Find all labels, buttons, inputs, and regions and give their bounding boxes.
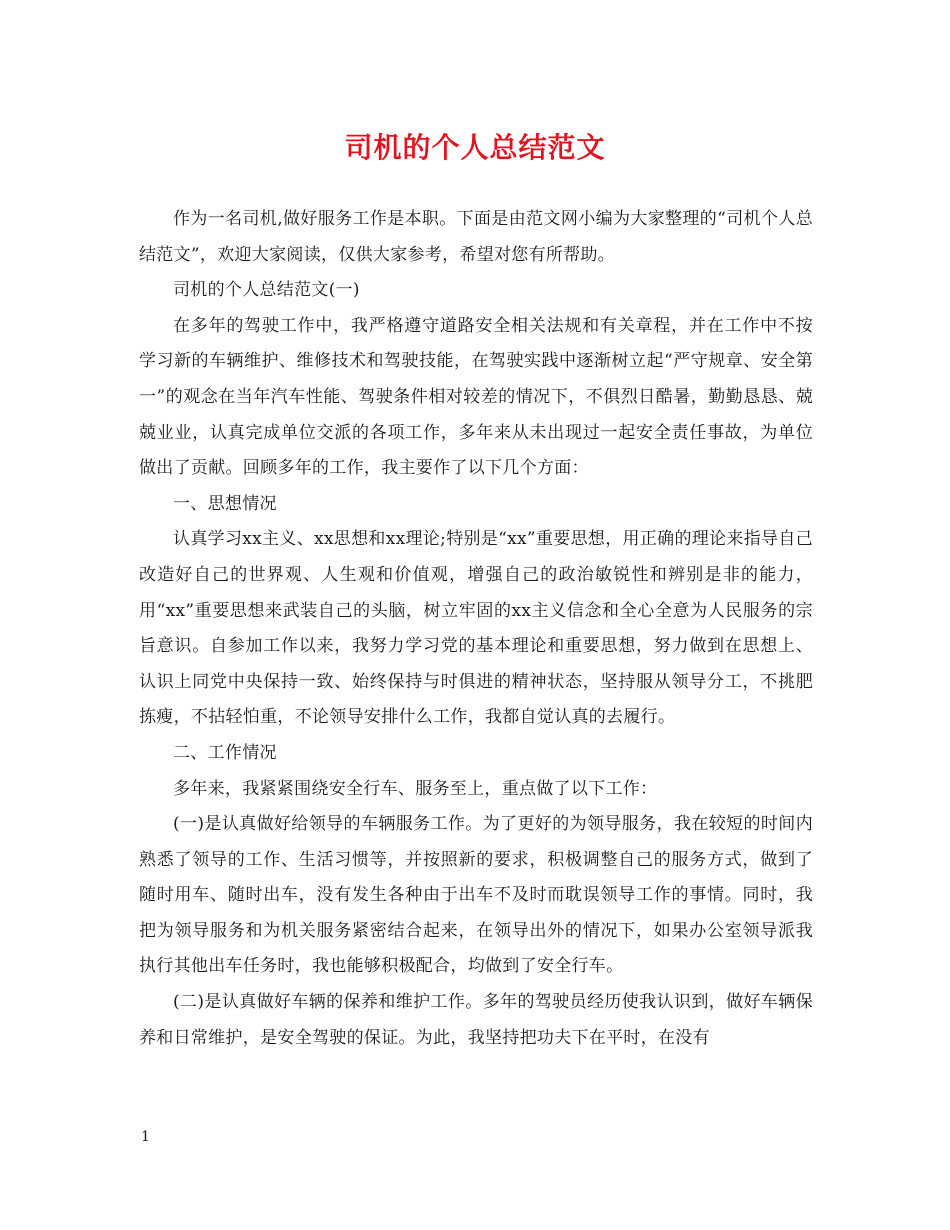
paragraph-work-item-1: (一)是认真做好给领导的车辆服务工作。为了更好的为领导服务，我在较短的时间内熟悉了领导的工作、生活习惯等，并按照新的要求，积极调整自己的服务方式，做到了随时用车、随时出车，没有发生各种由于出车不及时而耽误领导工作的事情。同时，我把为领导服务和为机关服务紧密结合起来，在领导出外的情况下，如果办公室领导派我执行其他出车任务时，我也能够积极配合，均做到了安全行车。 [139,814,813,977]
paragraph-driving-work: 在多年的驾驶工作中，我严格遵守道路安全相关法规和有关章程，并在工作中不按学习新的车辆维护、维修技术和驾驶技能，在驾驶实践中逐渐树立起“严守规章、安全第一”的观念在当年汽车性能、驾驶条件相对较差的情况下，不俱烈日酷暑，勤勤恳恳、兢兢业业，认真完成单位交派的各项工作，多年来从未出现过一起安全责任事故，为单位做出了贡献。回顾多年的工作，我主要作了以下几个方面： [139,315,813,479]
paragraph-intro: 作为一名司机,做好服务工作是本职。下面是由范文网小编为大家整理的“司机个人总结范文”，欢迎大家阅读，仅供大家参考，希望对您有所帮助。 [139,209,813,265]
paragraph-heading-thought: 一、思想情况 [173,493,277,514]
page-number: 1 [141,1129,150,1145]
paragraph-section-heading-1: 司机的个人总结范文(一) [173,280,360,301]
paragraph-heading-work: 二、工作情况 [173,742,277,763]
document-body [139,202,813,1056]
document-title: 司机的个人总结范文 [344,131,606,164]
paragraph-work-summary: 多年来，我紧紧围绕安全行车、服务至上，重点做了以下工作： [173,778,658,799]
paragraph-work-item-2: (二)是认真做好车辆的保养和维护工作。多年的驾驶员经历使我认识到，做好车辆保养和日常维护，是安全驾驶的保证。为此，我坚持把功夫下在平时，在没有 [139,992,813,1048]
paragraph-thought: 认真学习xx主义、xx思想和xx理论;特别是“xx”重要思想，用正确的理论来指导自己改造好自己的世界观、人生观和价值观，增强自己的政治敏锐性和辨别是非的能力，用“xx”重要思想来武装自己的头脑，树立牢固的xx主义信念和全心全意为人民服务的宗旨意识。自参加工作以来，我努力学习党的基本理论和重要思想，努力做到在思想上、认识上同党中央保持一致、始终保持与时俱进的精神状态，坚持服从领导分工，不挑肥拣瘦，不拈轻怕重，不论领导安排什么工作，我都自觉认真的去履行。 [139,529,813,728]
